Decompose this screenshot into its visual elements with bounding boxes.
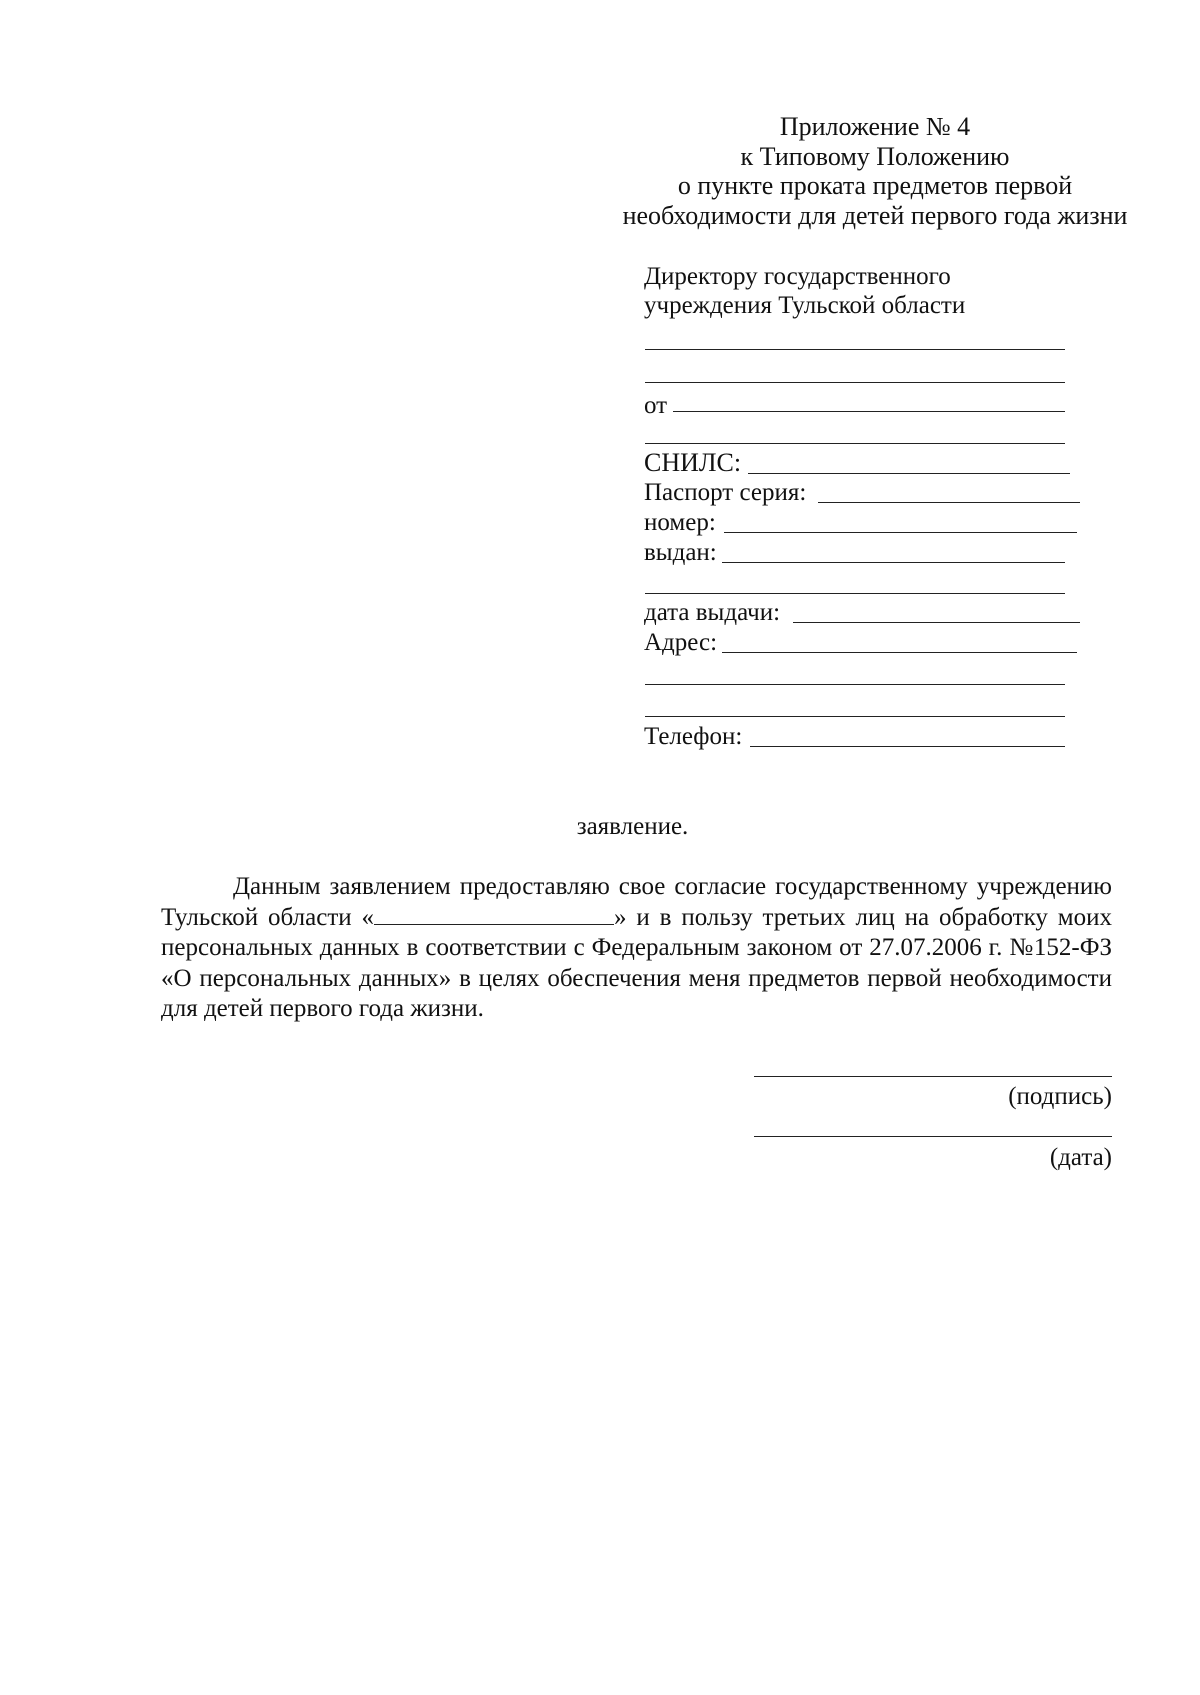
passport-issued-blank-line[interactable] <box>722 562 1065 563</box>
consent-paragraph <box>161 872 1112 1025</box>
appendix-line-4: необходимости для детей первого года жизни <box>622 200 1128 230</box>
signature-caption: (подпись) <box>1008 1083 1112 1110</box>
phone-field <box>644 722 742 751</box>
consent-text-part-2: » и в пользу третьих лиц на обработку моих персональных данных в соответствии с Федеральным законом от 27.07.2006 г. №152-ФЗ «О персональных данных» в целях обеспечения меня предметов первой необходимости для детей первого года жизни. <box>161 903 1112 1022</box>
passport-issued-label: выдан: <box>644 539 717 566</box>
passport-number-field <box>644 508 716 537</box>
passport-issued-blank-line-2[interactable] <box>645 593 1065 594</box>
snils-label: СНИЛС: <box>644 448 742 477</box>
passport-series-blank-line[interactable] <box>818 502 1080 503</box>
issue-date-label: дата выдачи: <box>644 599 781 626</box>
addressee-block <box>644 262 1094 320</box>
appendix-header <box>600 112 1150 230</box>
from-blank-line-2[interactable] <box>645 443 1065 444</box>
passport-issued-field <box>644 538 717 567</box>
consent-text-part-1: Данным заявлением предоставляю свое согласие государственному учреждению Тульской области « <box>161 873 1112 931</box>
from-blank-line[interactable] <box>673 411 1065 412</box>
date-blank-line[interactable] <box>754 1136 1112 1137</box>
signature-blank-line[interactable] <box>754 1076 1112 1077</box>
phone-blank-line[interactable] <box>750 746 1065 747</box>
addressee-blank-line-1[interactable] <box>645 349 1065 350</box>
snils-blank-line[interactable] <box>748 473 1070 474</box>
addressee-line-2: учреждения Тульской области <box>644 292 966 319</box>
passport-number-blank-line[interactable] <box>724 532 1077 533</box>
document-title: заявление. <box>576 813 689 840</box>
issue-date-blank-line[interactable] <box>793 622 1080 623</box>
appendix-line-2: к Типовому Положению <box>740 141 1010 171</box>
snils-field <box>644 448 741 477</box>
appendix-line-3: о пункте проката предметов первой <box>677 171 1073 200</box>
address-label: Адрес: <box>644 629 718 656</box>
issue-date-field <box>644 598 780 627</box>
date-caption: (дата) <box>1049 1144 1112 1171</box>
from-field <box>644 391 667 420</box>
from-label: от <box>644 392 668 419</box>
passport-series-field <box>644 478 806 507</box>
institution-name-blank[interactable] <box>374 904 614 925</box>
passport-number-label: номер: <box>644 509 716 536</box>
address-blank-line-3[interactable] <box>645 716 1065 717</box>
addressee-blank-line-2[interactable] <box>645 382 1065 383</box>
phone-label: Телефон: <box>644 723 743 750</box>
passport-series-label: Паспорт серия: <box>644 479 807 506</box>
address-blank-line[interactable] <box>722 652 1077 653</box>
appendix-line-1: Приложение № 4 <box>779 112 971 141</box>
address-blank-line-2[interactable] <box>645 684 1065 685</box>
address-field <box>644 628 717 657</box>
addressee-line-1: Директору государственного <box>644 263 951 290</box>
